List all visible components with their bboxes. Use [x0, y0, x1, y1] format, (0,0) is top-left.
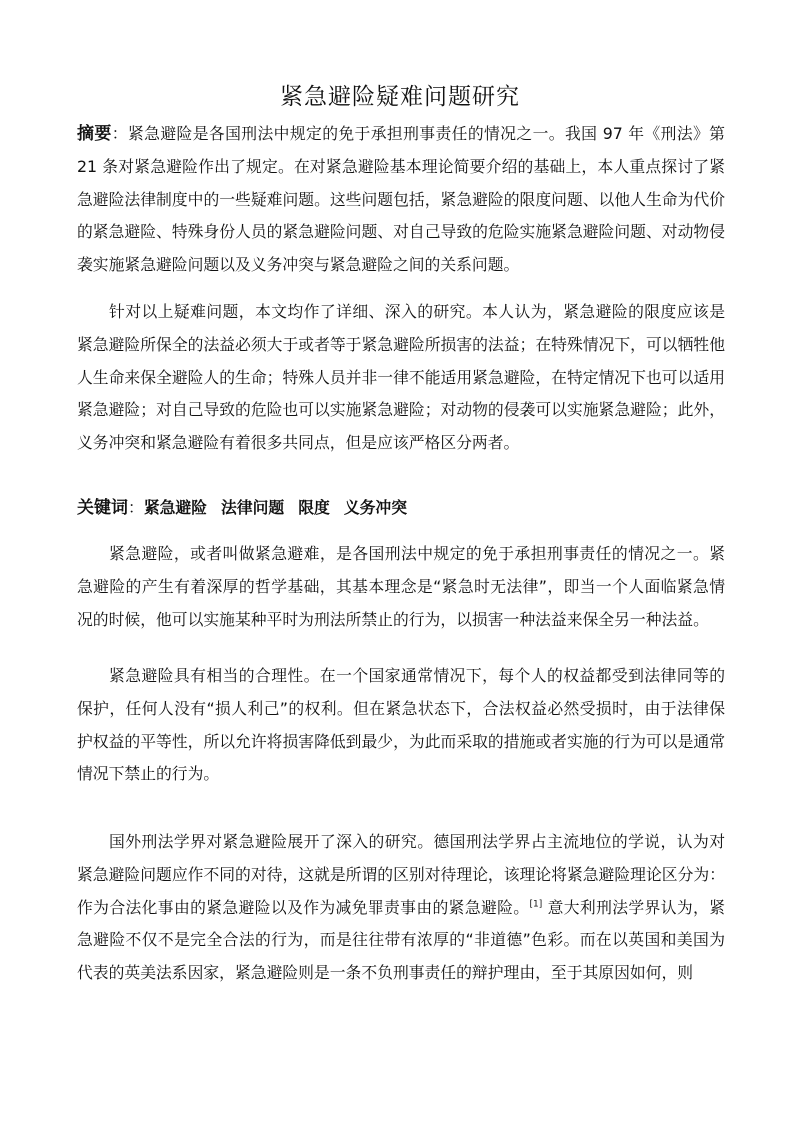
body-paragraph-3-text-a: 国外刑法学界对紧急避险展开了深入的研究。德国刑法学界占主流地位的学说，认为对紧急避险问题应作不同的对待，这就是所谓的区别对待理论，该理论将紧急避险理论区分为：作为合法化事由的紧急避险以及作为减免罪责事由的紧急避险。 [77, 832, 725, 917]
abstract-label: 摘要 [77, 124, 112, 144]
body-paragraph-2: 紧急避险具有相当的合理性。在一个国家通常情况下，每个人的权益都受到法律同等的保护，任何人没有“损人利己”的权利。但在紧急状态下，合法权益必然受损时，由于法律保护权益的平等性，所以允许将损害降低到最少，为此而采取的措施或者实施的行为可以是通常情况下禁止的行为。 [77, 666, 725, 784]
paper-title: 紧急避险疑难问题研究 [280, 84, 520, 110]
body-paragraph-3 [77, 826, 725, 990]
abstract-label-separator: ： [111, 124, 128, 143]
keyword-item: 限度 [298, 498, 330, 517]
keywords-label: 关键词 [77, 498, 128, 518]
abstract-text-1: 紧急避险是各国刑法中规定的免于承担刑事责任的情况之一。我国 97 年《刑法》第 21 条对紧急避险作出了规定。在对紧急避险基本理论简要介绍的基础上，本人重点探讨了紧急避险法律制度中的一些疑难问题。这些问题包括，紧急避险的限度问题、以他人生命为代价的紧急避险、特殊身份人员的紧急避险问题、对自己导致的危险实施紧急避险问题、对动物侵袭实施紧急避险问题以及义务冲突与紧急避险之间的关系问题。 [77, 124, 725, 275]
body-paragraph-1: 紧急避险，或者叫做紧急避难，是各国刑法中规定的免于承担刑事责任的情况之一。紧急避险的产生有着深厚的哲学基础，其基本理念是“紧急时无法律”，即当一个人面临紧急情况的时候，他可以实施某种平时为刑法所禁止的行为，以损害一种法益来保全另一种法益。 [77, 544, 725, 629]
keyword-item: 法律问题 [221, 498, 285, 517]
citation-reference[interactable]: [1] [529, 899, 543, 910]
abstract-paragraph-1 [77, 118, 725, 282]
abstract-paragraph-2: 针对以上疑难问题，本文均作了详细、深入的研究。本人认为，紧急避险的限度应该是紧急避险所保全的法益必须大于或者等于紧急避险所损害的法益；在特殊情况下，可以牺牲他人生命来保全避险人的生命；特殊人员并非一律不能适用紧急避险，在特定情况下也可以适用紧急避险；对自己导致的危险也可以实施紧急避险；对动物的侵袭可以实施紧急避险；此外，义务冲突和紧急避险有着很多共同点，但是应该严格区分两者。 [77, 302, 725, 453]
keyword-item: 义务冲突 [343, 498, 408, 517]
keywords-label-separator: ： [128, 498, 144, 517]
body-paragraph-3-text-b: 意大利刑法学界认为，紧急避险不仅不是完全合法的行为，而是往往带有浓厚的“非道德”色彩。而在以英国和美国为代表的英美法系因家，紧急避险则是一条不负刑事责任的辩护理由，至于其原因如何，则 [77, 897, 725, 983]
keyword-item: 紧急避险 [143, 498, 208, 517]
keywords-line [77, 492, 725, 525]
